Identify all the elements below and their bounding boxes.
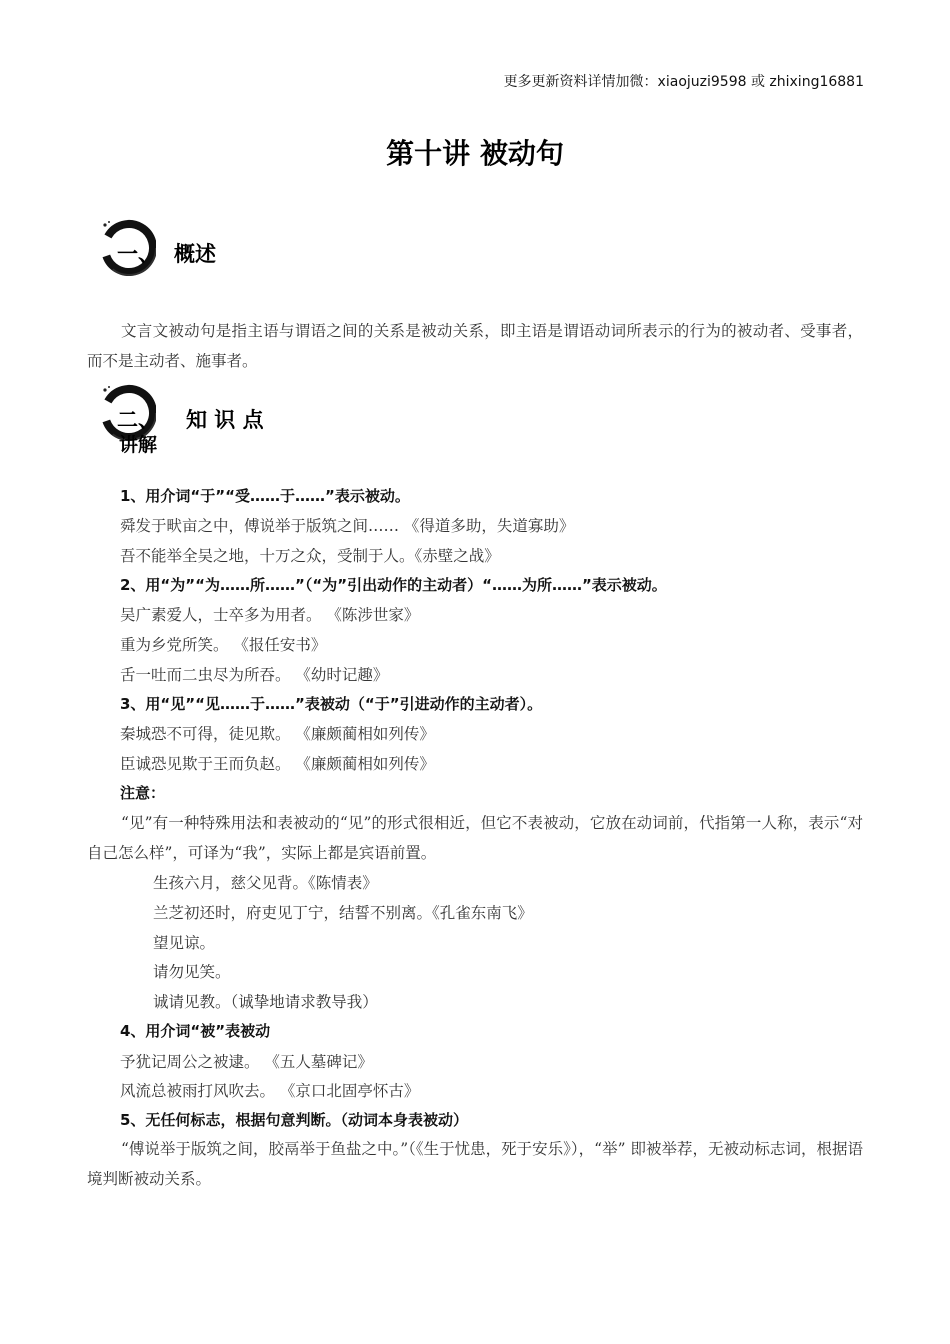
section1-title: 概述: [174, 242, 216, 266]
point1-example: 舜发于畎亩之中，傅说举于版筑之间…… 《得道多助，失道寡助》: [120, 517, 575, 535]
point4-heading: 4、用介词“被”表被动: [120, 1022, 271, 1040]
section2-number: 二、: [117, 408, 159, 432]
point2-example: 吴广素爱人，士卒多为用者。 《陈涉世家》: [120, 606, 420, 624]
header-note: 更多更新资料详情加微：xiaojuzi9598 或 zhixing16881: [503, 74, 864, 90]
point1-example: 吾不能举全吴之地，十万之众，受制于人。《赤壁之战》: [120, 547, 500, 565]
page-title: 第十讲 被动句: [386, 137, 564, 170]
section2-title: 知 识 点: [186, 408, 264, 432]
point2-example: 重为乡党所笑。 《报任安书》: [120, 636, 327, 654]
note-example: 诚请见教。（诚挚地请求教导我）: [153, 993, 378, 1011]
point3-example: 秦城恐不可得，徒见欺。 《廉颇蔺相如列传》: [120, 725, 435, 743]
point4-example: 予犹记周公之被逮。 《五人墓碑记》: [120, 1053, 373, 1071]
point5-paragraph: “傅说举于版筑之间，胶鬲举于鱼盐之中。”（《生于忧患，死于安乐》），“举” 即被举荐，无被动标志词，根据语境判断被动关系。: [87, 1140, 863, 1188]
point3-example: 臣诚恐见欺于王而负赵。 《廉颇蔺相如列传》: [120, 755, 435, 773]
point1-heading: 1、用介词“于”“受……于……”表示被动。: [120, 487, 410, 505]
note-example: 生孩六月，慈父见背。《陈情表》: [153, 874, 378, 892]
note-paragraph: “见”有一种特殊用法和表被动的“见”的形式很相近，但它不表被动，它放在动词前，代指第一人称，表示“对自己怎么样”，可译为“我”，实际上都是宾语前置。: [87, 814, 863, 862]
note-example: 请勿见笑。: [153, 963, 231, 981]
note-example: 兰芝初还时，府吏见丁宁，结誓不别离。《孔雀东南飞》: [153, 904, 533, 922]
point4-example: 风流总被雨打风吹去。 《京口北固亭怀古》: [120, 1082, 420, 1100]
section1-number: 一、: [117, 242, 159, 266]
point2-example: 舌一吐而二虫尽为所吞。 《幼时记趣》: [120, 666, 389, 684]
point3-heading: 3、用“见”“见……于……”表被动（“于”引进动作的主动者）。: [120, 695, 543, 713]
point5-heading: 5、无任何标志，根据句意判断。（动词本身表被动）: [120, 1111, 468, 1129]
note-example: 望见谅。: [153, 934, 216, 952]
point2-heading: 2、用“为”“为……所……”（“为”引出动作的主动者）“……为所……”表示被动。: [120, 576, 667, 594]
intro-paragraph: 文言文被动句是指主语与谓语之间的关系是被动关系，即主语是谓语动词所表示的行为的被动者、受事者，而不是主动者、施事者。: [87, 322, 863, 370]
section2-title-cont: 讲解: [119, 434, 158, 456]
note-label: 注意：: [120, 784, 166, 802]
